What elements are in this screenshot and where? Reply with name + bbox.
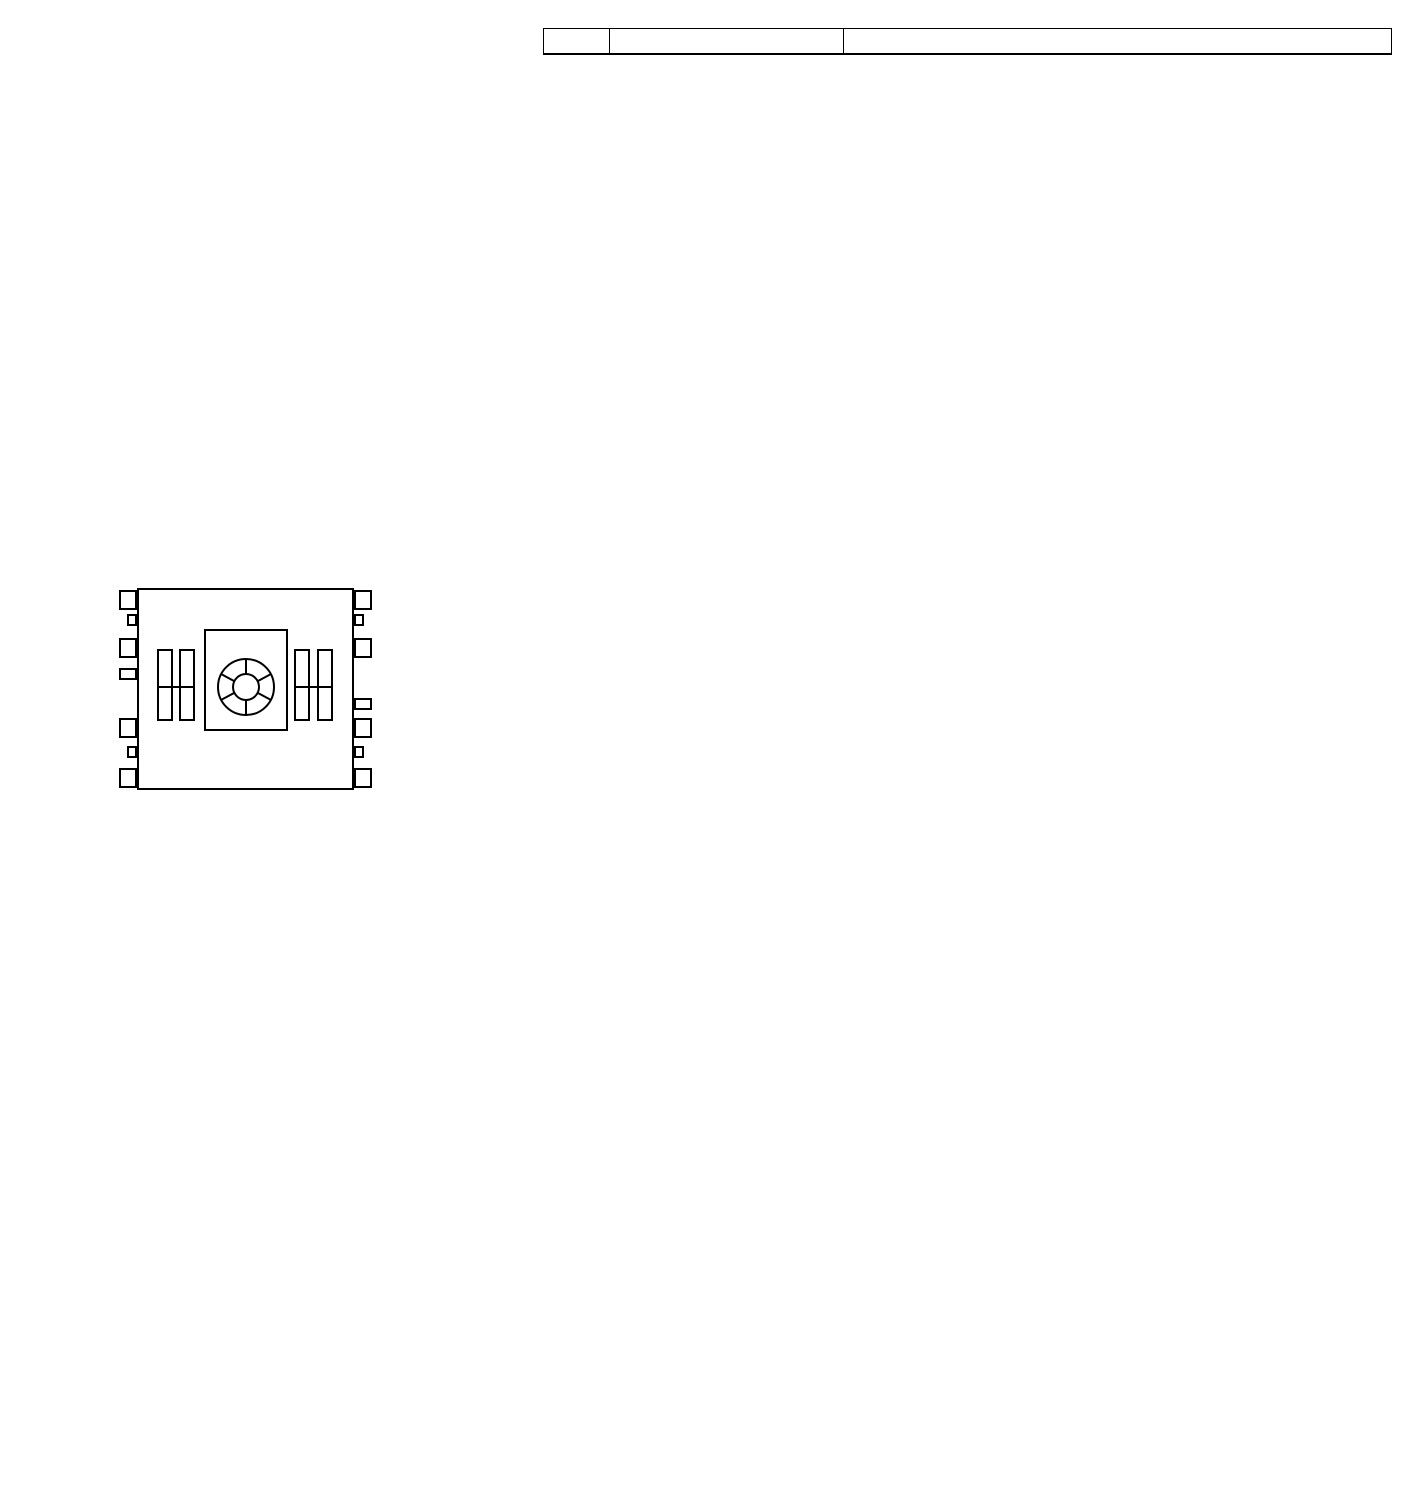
header-function [844,29,1392,55]
pinout-table [543,28,1392,55]
left-latch-2 [180,650,194,720]
connector-body [120,589,371,789]
connector-face-diagram [70,575,440,805]
header-cav [544,29,610,55]
header-circuit [610,29,844,55]
right-latch [295,650,309,720]
left-latch [158,650,172,720]
bolt-inner [233,674,259,700]
right-latch-2 [318,650,332,720]
table-header-row [544,29,1392,55]
